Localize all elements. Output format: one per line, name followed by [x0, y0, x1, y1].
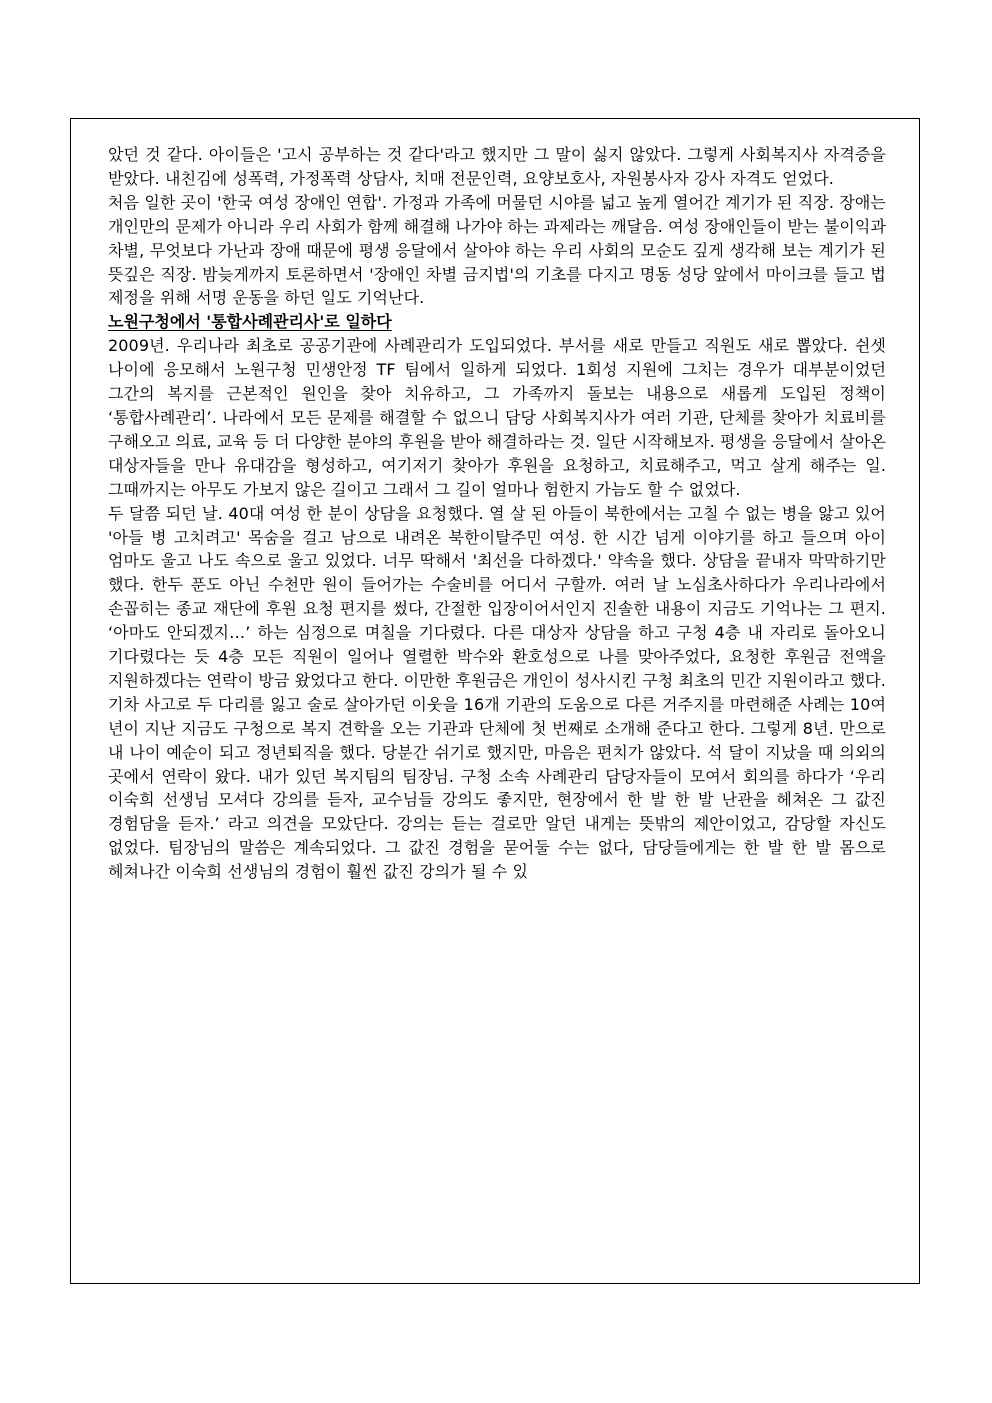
paragraph-case-management: 2009년. 우리나라 최초로 공공기관에 사례관리가 도입되었다. 부서를 새로 만들고 직원도 새로 뽑았다. 쉰셋 나이에 응모해서 노원구청 민생안정 TF 팀에서 일하게 되었다. 1회성 지원에 그치는 경우가 대부분이었던 그간의 복지를 근본적인 원인을 찾아 치유하고, 그 가족까지 돌보는 내용으로 새롭게 도입된 정책이 ‘통합사례관리’. 나라에서 모든 문제를 해결할 수 없으니 담당 사회복지사가 여러 기관, 단체를 찾아가 치료비를 구해오고 의료, 교육 등 더 다양한 분야의 후원을 받아 해결하라는 것. 일단 시작해보자. 평생을 응달에서 살아온 대상자들을 만나 유대감을 형성하고, 여기저기 찾아가 후원을 요청하고, 치료해주고, 먹고 살게 해주는 일. 그때까지는 아무도 가보지 않은 길이고 그래서 그 길이 얼마나 험한지 가늠도 할 수 없었다. — [108, 336, 886, 499]
document-body — [108, 143, 886, 884]
paragraph-first-job: 처음 일한 곳이 '한국 여성 장애인 연합'. 가정과 가족에 머물던 시야를 넓고 높게 열어간 계기가 된 직장. 장애는 개인만의 문제가 아니라 우리 사회가 함께 해결해 나가야 하는 과제라는 깨달음. 여성 장애인들이 받는 불이익과 차별, 무엇보다 가난과 장애 때문에 평생 응달에서 살아야 하는 우리 사회의 모순도 깊게 생각해 보는 계기가 된 뜻깊은 직장. 밤늦게까지 토론하면서 '장애인 차별 금지법'의 기초를 다지고 명동 성당 앞에서 마이크를 들고 법 제정을 위해 서명 운동을 하던 일도 기억난다. — [108, 192, 886, 308]
paragraph-consultation-story: 두 달쯤 되던 날. 40대 여성 한 분이 상담을 요청했다. 열 살 된 아들이 북한에서는 고칠 수 없는 병을 앓고 있어 '아들 병 고치려고' 목숨을 걸고 남으로 내려온 북한이탈주민 여성. 한 시간 넘게 이야기를 하고 들으며 아이 엄마도 울고 나도 속으로 울고 있었다. 너무 딱해서 '최선을 다하겠다.' 약속을 했다. 상담을 끝내자 막막하기만 했다. 한두 푼도 아닌 수천만 원이 들어가는 수술비를 어디서 구할까. 여러 날 노심초사하다가 우리나라에서 손꼽히는 종교 재단에 후원 요청 편지를 썼다, 간절한 입장이어서인지 진솔한 내용이 지금도 기억나는 그 편지. ‘아마도 안되겠지…’ 하는 심정으로 며칠을 기다렸다. 다른 대상자 상담을 하고 구청 4층 내 자리로 돌아오니 기다렸다는 듯 4층 모든 직원이 일어나 열렬한 박수와 환호성으로 나를 맞아주었다, 요청한 후원금 전액을 지원하겠다는 연락이 방금 왔었다고 한다. 이만한 후원금은 개인이 성사시킨 구청 최초의 민간 지원이라고 했다. 기차 사고로 두 다리를 잃고 술로 살아가던 이웃을 16개 기관의 도움으로 다른 거주지를 마련해준 사례는 10여 년이 지난 지금도 구청으로 복지 견학을 오는 기관과 단체에 첫 번째로 소개해 준다고 한다. 그렇게 8년. 만으로 내 나이 예순이 되고 정년퇴직을 했다. 당분간 쉬기로 했지만, 마음은 편치가 않았다. 석 달이 지났을 때 의외의 곳에서 연락이 왔다. 내가 있던 복지팀의 팀장님. 구청 소속 사례관리 담당자들이 모여서 회의를 하다가 ‘우리 이숙희 선생님 모셔다 강의를 듣자, 교수님들 강의도 좋지만, 현장에서 한 발 한 발 난관을 헤쳐온 그 값진 경험담을 듣자.’ 라고 의견을 모았단다. 강의는 듣는 걸로만 알던 내게는 뜻밖의 제안이었고, 감당할 자신도 없었다. 팀장님의 말씀은 계속되었다. 그 값진 경험을 묻어둘 수는 없다, 담당들에게는 한 발 한 발 몸으로 헤쳐나간 이숙희 선생님의 경험이 훨씬 값진 강의가 될 수 있 — [108, 503, 886, 882]
paragraph-qualifications: 았던 것 같다. 아이들은 '고시 공부하는 것 같다'라고 했지만 그 말이 싫지 않았다. 그렇게 사회복지사 자격증을 받았다. 내친김에 성폭력, 가정폭력 상담사, 치매 전문인력, 요양보호사, 자원봉사자 강사 자격도 얻었다. — [108, 145, 886, 188]
section-heading: 노원구청에서 '통합사례관리사'로 일하다 — [108, 312, 392, 332]
